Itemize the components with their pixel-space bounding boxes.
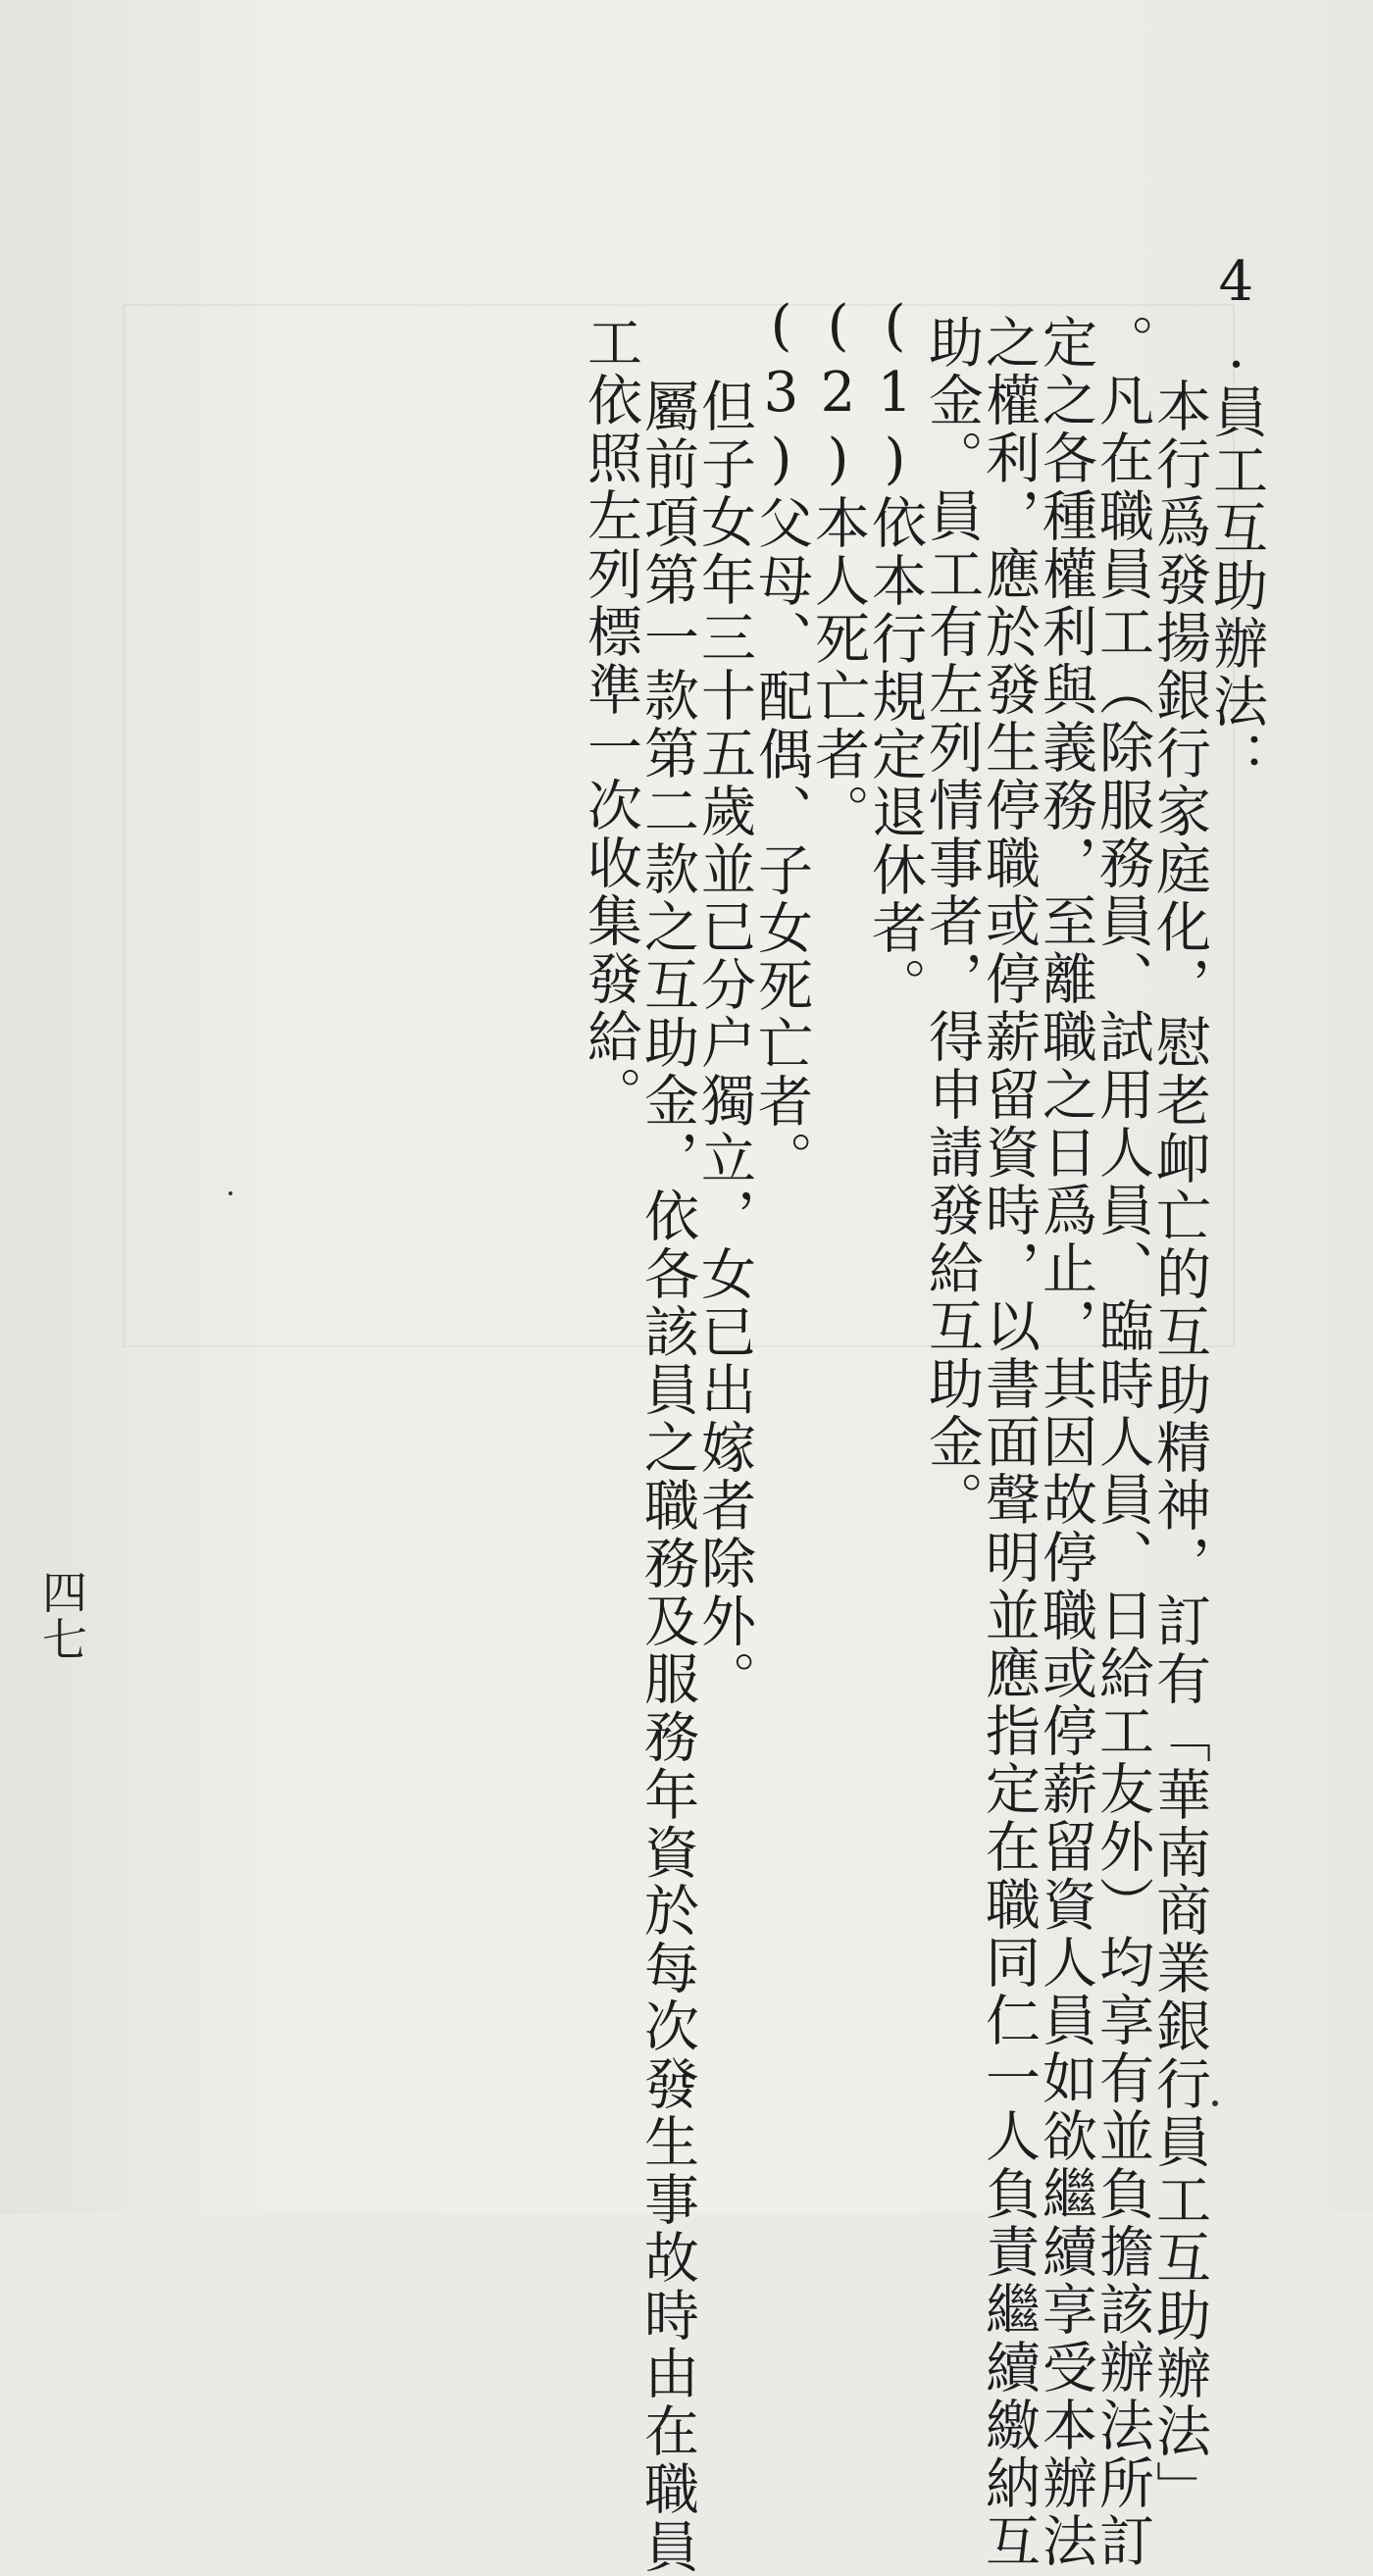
text-column-1: 4.員工互助辦法： — [1204, 250, 1268, 788]
text-column-2: 本行爲發揚銀行家庭化，慰老卹亡的互助精神，訂有「華南商業銀行員工互助辦法」 — [1147, 378, 1211, 2518]
speck-mark — [229, 1191, 232, 1195]
text-column-9: (3)父母、配偶、子女死亡者。 — [749, 294, 813, 1188]
text-column-12: 工依照左列標準一次收集發給。 — [579, 314, 642, 1124]
text-column-10: 但子女年三十五歲並已分户獨立，女已出嫁者除外。 — [692, 378, 756, 1708]
text-column-11: 屬前項第一款第二款之互助金，依各該員之職務及服務年資於每次發生事故時由在職員 — [636, 378, 699, 2576]
speck-mark — [1212, 2100, 1218, 2106]
text-column-7: (1)依本行規定退休者。 — [863, 294, 927, 1015]
text-column-6: 助金。員工有左列情事者，得申請發給互助金。 — [920, 314, 984, 1529]
text-column-5: 之權利，應於發生停職或停薪留資時，以書面聲明並應指定在職同仁一人負責繼續繳納互 — [977, 314, 1041, 2570]
page-number: 四七 — [35, 1569, 88, 1663]
text-column-3: 。凡在職員工（除服務員、試用人員、臨時人員、日給工友外）均享有並負擔該辦法所訂 — [1091, 314, 1154, 2570]
text-column-8: (2)本人死亡者。 — [806, 294, 870, 841]
text-column-4: 定之各種權利與義務，至離職之日爲止，其因故停職或停薪留資人員如欲繼續享受本辦法 — [1034, 314, 1097, 2570]
